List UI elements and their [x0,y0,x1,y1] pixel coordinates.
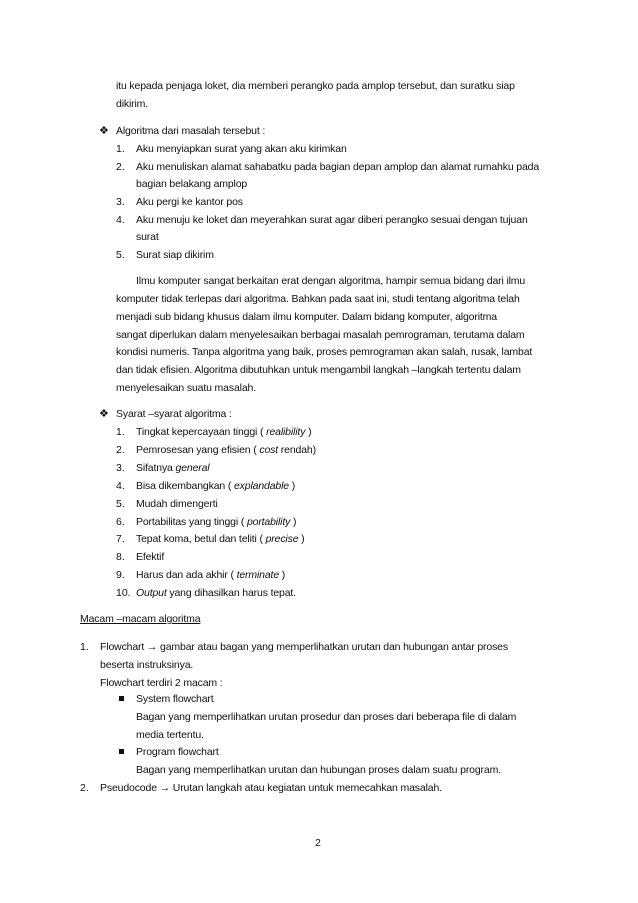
s1-item-text: Aku menuliskan alamat sahabatku pada bagian depan amplop dan alamat rumahku pada [136,161,540,173]
page-number: 2 [315,837,321,849]
list-item-subtitle: Flowchart terdiri 2 macam : [100,677,223,689]
s2-item-text: Sifatnya general [136,462,210,474]
s2-item-num: 5. [116,498,125,510]
s2-item-num: 9. [116,569,125,581]
list-item-num: 1. [80,641,89,653]
paragraph-line: sangat diperlukan dalam menyelesaikan berbagai masalah pemrograman, terutama dalam [116,329,525,341]
diamond-bullet-icon: ❖ [99,408,109,420]
paragraph-line: Ilmu komputer sangat berkaitan erat dengan algoritma, hampir semua bidang dari ilmu [136,275,526,287]
s1-item-num: 5. [116,249,125,261]
s1-item-num: 4. [116,214,125,226]
s1-item-text: bagian belakang amplop [136,178,248,190]
s2-item-text: Tepat koma, betul dan teliti ( precise ) [136,533,305,545]
s2-item-num: 7. [116,533,125,545]
intro-line-2: dikirim. [116,98,149,110]
s1-item-text: Aku menuju ke loket dan meyerahkan surat agar diberi perangko sesuai dengan tujuan [136,214,528,226]
s2-item-num: 4. [116,480,125,492]
list-item-text: Flowchart → gambar atau bagan yang memperlihatkan urutan dan hubungan antar proses [100,641,508,653]
sub-item-desc: Bagan yang memperlihatkan urutan prosedur dan proses dari beberapa file di dalam [136,711,517,723]
s2-item-text: Harus dan ada akhir ( terminate ) [136,569,286,581]
square-bullet-icon [119,696,124,701]
s2-item-text: Efektif [136,551,165,563]
paragraph-line: menjadi sub bidang khusus dalam ilmu komputer. Dalam bidang komputer, algoritma [116,311,497,323]
s2-item-num: 8. [116,551,125,563]
s1-item-text: Aku menyiapkan surat yang akan aku kirimkan [136,143,347,155]
s2-item-text: Output yang dihasilkan harus tepat. [136,587,296,599]
s2-item-num: 10. [116,587,131,599]
list-item-num: 2. [80,782,89,794]
list-item-text: beserta instruksinya. [100,659,194,671]
sub-item-desc: media tertentu. [136,729,204,741]
paragraph-line: komputer tidak terlepas dari algoritma. Bahkan pada saat ini, studi tentang algoritma telah [116,293,520,305]
sub-item-title: System flowchart [136,693,214,705]
sub-item-desc: Bagan yang memperlihatkan urutan dan hubungan proses dalam suatu program. [136,764,501,776]
section-heading: Macam –macam algoritma [80,613,201,625]
s1-item-num: 1. [116,143,125,155]
s2-item-num: 3. [116,462,125,474]
sub-item-title: Program flowchart [136,746,219,758]
s2-item-num: 6. [116,516,125,528]
s2-item-text: Bisa dikembangkan ( explandable ) [136,480,296,492]
s2-item-text: Pemrosesan yang efisien ( cost rendah) [136,444,316,456]
s2-item-num: 2. [116,444,125,456]
s1-item-text: Surat siap dikirim [136,249,214,261]
s1-item-text: surat [136,231,159,243]
section2-title: Syarat –syarat algoritma : [116,408,232,420]
s2-item-num: 1. [116,426,125,438]
intro-line-1: itu kepada penjaga loket, dia memberi perangko pada amplop tersebut, dan suratku siap [116,80,515,92]
diamond-bullet-icon: ❖ [99,125,109,137]
s2-item-text: Portabilitas yang tinggi ( portability ) [136,516,297,528]
s1-item-num: 2. [116,161,125,173]
section1-title: Algoritma dari masalah tersebut : [116,125,266,137]
list-item-text: Pseudocode → Urutan langkah atau kegiatan untuk memecahkan masalah. [100,782,442,794]
paragraph-line: menyelesaikan suatu masalah. [116,382,256,394]
paragraph-line: kondisi numeris. Tanpa algoritma yang baik, proses pemrograman akan salah, rusak, lambat [116,346,533,358]
s1-item-text: Aku pergi ke kantor pos [136,196,243,208]
s1-item-num: 3. [116,196,125,208]
s2-item-text: Tingkat kepercayaan tinggi ( realibility ) [136,426,312,438]
s2-item-text: Mudah dimengerti [136,498,218,510]
paragraph-line: dan tidak efisien. Algoritma dibutuhkan untuk mengambil langkah –langkah tertentu dalam [116,364,521,376]
square-bullet-icon [119,749,124,754]
